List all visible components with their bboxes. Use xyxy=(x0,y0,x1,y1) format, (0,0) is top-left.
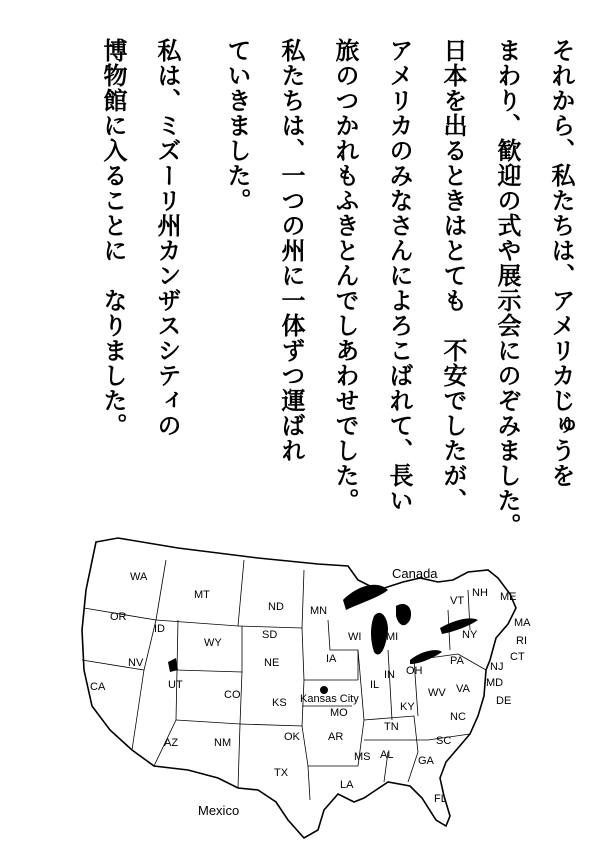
state-label-nd: ND xyxy=(268,601,284,613)
state-label-mn: MN xyxy=(310,605,328,617)
story-line-9: 博物館に入ることに なりました。 xyxy=(99,38,127,438)
state-label-nj: NJ xyxy=(490,661,504,673)
state-label-ar: AR xyxy=(328,731,344,743)
usa-map-svg xyxy=(58,520,548,850)
state-label-ct: CT xyxy=(510,651,525,663)
state-label-id: ID xyxy=(154,623,165,635)
kansas-city-label: Kansas City xyxy=(300,693,359,705)
state-label-wy: WY xyxy=(204,637,222,649)
great-lakes xyxy=(168,585,478,672)
story-line-3: 日本を出るときはとても 不安でしたが、 xyxy=(439,38,467,513)
story-line-4: アメリカのみなさんによろこばれて、長い xyxy=(385,38,413,513)
story-line-2: まわり、歓迎の式や展示会にのぞみました。 xyxy=(493,38,521,538)
story-line-8: 私は、ミズーリ州カンザスシティの xyxy=(153,38,181,438)
state-label-nm: NM xyxy=(214,737,232,749)
state-label-co: CO xyxy=(224,689,241,701)
state-label-ok: OK xyxy=(284,731,300,743)
state-label-fl: FL xyxy=(434,793,447,805)
usa-map xyxy=(58,520,548,850)
state-label-la: LA xyxy=(340,779,354,791)
story-line-7: ていきました。 xyxy=(223,38,251,213)
state-label-mo: MO xyxy=(330,707,348,719)
state-label-wv: WV xyxy=(428,687,446,699)
state-label-ga: GA xyxy=(418,755,434,767)
story-line-5: 旅のつかれもふきとんでしあわせでした。 xyxy=(331,38,359,513)
state-label-nc: NC xyxy=(450,711,466,723)
state-label-sd: SD xyxy=(262,629,278,641)
state-label-wi: WI xyxy=(348,631,362,643)
state-label-ky: KY xyxy=(400,701,415,713)
state-label-ma: MA xyxy=(514,617,531,629)
state-label-ut: UT xyxy=(168,679,183,691)
state-label-ri: RI xyxy=(516,635,527,647)
canada-label: Canada xyxy=(392,566,438,581)
story-line-1: それから、私たちは、アメリカじゅうを xyxy=(547,38,575,488)
state-label-mt: MT xyxy=(194,589,210,601)
state-label-sc: SC xyxy=(436,735,452,747)
state-label-me: ME xyxy=(500,591,517,603)
state-label-in: IN xyxy=(384,669,395,681)
state-label-az: AZ xyxy=(164,737,179,749)
state-label-al: AL xyxy=(380,749,394,761)
state-label-tn: TN xyxy=(384,721,399,733)
state-label-ks: KS xyxy=(272,697,287,709)
state-label-va: VA xyxy=(456,683,470,695)
state-label-nv: NV xyxy=(128,657,144,669)
mexico-label: Mexico xyxy=(198,803,240,818)
story-text xyxy=(40,38,575,538)
state-label-ny: NY xyxy=(462,629,478,641)
state-label-ca: CA xyxy=(90,681,106,693)
state-label-oh: OH xyxy=(406,665,423,677)
state-label-tx: TX xyxy=(274,767,289,779)
state-label-ne: NE xyxy=(264,657,280,669)
state-label-ia: IA xyxy=(326,653,337,665)
state-label-or: OR xyxy=(110,611,127,623)
state-label-wa: WA xyxy=(130,571,148,583)
state-label-il: IL xyxy=(370,679,380,691)
story-line-6: 私たちは、一つの州に一体ずつ運ばれ xyxy=(277,38,305,463)
state-label-pa: PA xyxy=(450,655,464,667)
state-label-mi: MI xyxy=(386,631,399,643)
usa-outline xyxy=(82,538,516,838)
state-label-ms: MS xyxy=(354,751,371,763)
state-label-de: DE xyxy=(496,695,512,707)
state-label-vt: VT xyxy=(450,595,465,607)
state-label-md: MD xyxy=(486,677,504,689)
state-label-nh: NH xyxy=(472,587,488,599)
